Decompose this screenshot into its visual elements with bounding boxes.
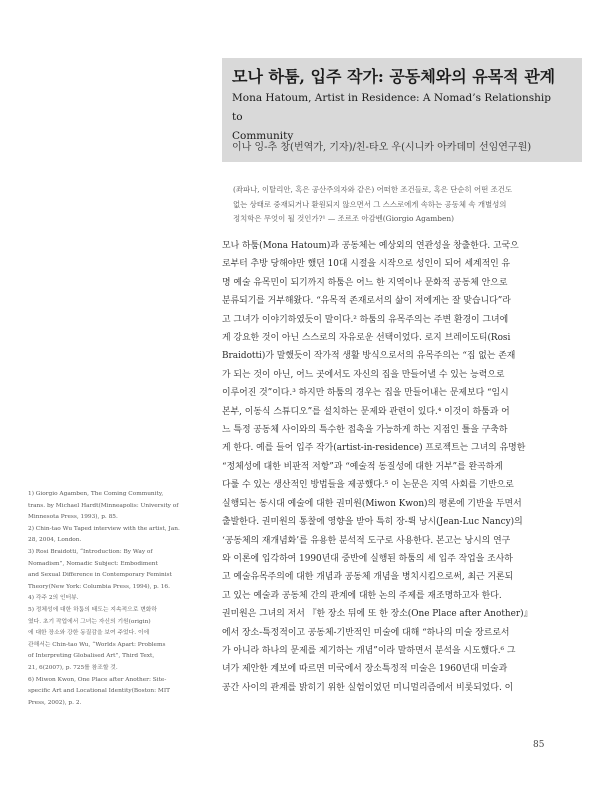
- footnote-line: 였다. 초기 작업에서 그녀는 자신의 기원(origin): [28, 618, 151, 625]
- body-line: 이루어진 것”이다.³ 하지만 하툼의 경우는 집을 만들어내는 문제보다 “임시: [222, 388, 509, 399]
- body-text: [222, 237, 562, 697]
- footnote-line: 2) Chin-tao Wu Taped interview with the artist, Jan.: [28, 525, 180, 532]
- footnote-line: Minnesota Press, 1993), p. 85.: [28, 514, 118, 521]
- body-line: 실행되는 동시대 예술에 대한 권미원(Miwon Kwon)의 평론에 기반을 두면서: [222, 498, 522, 509]
- body-line: 공간 사이의 관계를 밝히기 위한 실험이었던 미니멀리즘에서 비롯되었다. 이: [222, 682, 514, 693]
- footnote-line: 관해서는 Chin-tao Wu, “Worlds Apart: Problems: [28, 641, 166, 648]
- footnote-line: 1) Giorgio Agamben, The Coming Community,: [28, 491, 164, 497]
- footnote-line: 4) 각주 2의 인터뷰.: [28, 595, 79, 602]
- body-line: 게 강요한 것이 아닌 스스로의 자유로운 선택이었다. 로지 브레이도티(Rosi: [222, 333, 511, 344]
- epigraph-line: 없는 상태로 중재되거나 환원되지 않으면서 그 스스로에게 속하는 공동체 속 개별성의: [233, 199, 507, 209]
- body-line: Braidotti)가 말했듯이 작가적 생활 방식으로서의 유목주의는 “집 없는 존재: [222, 351, 516, 362]
- body-line: 본부, 이동식 스튜디오”를 설치하는 문제와 관련이 있다.⁴ 이것이 하툼과 어: [222, 406, 510, 417]
- footnote-line: Theory(New York: Columbia Press, 1994), p. 16.: [28, 583, 170, 590]
- body-line: 녀가 제안한 계보에 따르면 미국에서 장소특정적 미술은 1960년대 미술과: [222, 664, 508, 675]
- footnotes: [28, 489, 196, 709]
- body-line: 고 있는 예술과 공동체 간의 관계에 대한 논의 주제를 재조명하고자 한다.: [222, 590, 502, 601]
- footnote-line: Press, 2002), p. 2.: [28, 699, 82, 706]
- footnote-line: 21, 6(2007), p. 725를 참조할 것.: [28, 664, 118, 671]
- body-line: 권미원은 그녀의 저서 『한 장소 뒤에 또 한 장소(One Place after Another)』: [222, 609, 533, 620]
- footnote-line: 6) Miwon Kwon, One Place after Another: Site-: [28, 676, 167, 683]
- epigraph: [233, 183, 556, 227]
- footnote-line: specific Art and Locational Identity(Boston: MIT: [28, 688, 171, 695]
- footnote-line: and Sexual Difference in Contemporary Feminist: [28, 572, 172, 579]
- body-line: 고 그녀가 이야기하였듯이 말이다.² 하툼의 유목주의는 주변 환경이 그녀에: [222, 314, 509, 325]
- body-line: 출발한다. 권미원의 통찰에 영향을 받아 특히 장-뤽 낭시(Jean-Luc Nancy)의: [222, 517, 523, 528]
- body-line: 고 예술유목주의에 대한 개념과 공동체 개념을 병치시킴으로써, 최근 거론되: [222, 572, 514, 583]
- page-number: 85: [533, 740, 545, 750]
- author-byline: 이나 잉-추 창(번역가, 기자)/친-타오 우(시니카 아카데미 선임연구원): [232, 142, 532, 153]
- body-line: 로부터 추방 당해야만 했던 10대 시절을 시작으로 성인이 되어 세계적인 유: [222, 259, 511, 270]
- body-line: 가 아니라 하나의 문제를 제기하는 개념”이라 말하면서 분석을 시도했다.⁶ 그: [222, 645, 516, 656]
- body-line: 모나 하툼(Mona Hatoum)과 공동체는 예상외의 연관성을 창출한다. 고국으: [222, 241, 519, 251]
- title-english-line: Mona Hatoum, Artist in Residence: A Nomad’s Relationship to: [232, 92, 551, 123]
- article-title-korean: 모나 하툼, 입주 작가: 공동체와의 유목적 관계: [232, 67, 556, 86]
- body-line: 다룰 수 있는 생산적인 방법들을 제공했다.⁵ 이 논문은 지역 사회를 기반으로: [222, 480, 514, 491]
- body-line: 게 한다. 예를 들어 입주 작가(artist-in-residence) 프로젝트는 그녀의 유명한: [222, 443, 526, 454]
- body-line: 와 이론에 입각하여 1990년대 중반에 실행된 하툼의 세 입주 작업을 조사하: [222, 553, 513, 564]
- footnote-line: 3) Rosi Braidotti, “Introduction: By Way of: [28, 548, 153, 555]
- body-line: 느 특정 공동체 사이와의 특수한 접촉을 가능하게 하는 지점인 틀을 구축하: [222, 425, 508, 436]
- footnote-line: Nomadism”, Nomadic Subject: Embodiment: [28, 560, 158, 567]
- footnote-line: of Interpreting Globalised Art”, Third Text,: [28, 653, 155, 660]
- body-line: 분류되기를 거부해왔다. “유목적 존재로서의 삶이 저에게는 잘 맞습니다”라: [222, 296, 511, 307]
- footnote-line: trans. by Michael Hardt(Minneapolis: University of: [28, 502, 179, 509]
- title-english-line: Community: [232, 130, 294, 142]
- epigraph-line: (좌파나, 이탈리안, 혹은 공산주의자와 같은) 어떠한 조건들로, 혹은 단순히 어떤 조건도: [233, 185, 513, 194]
- body-line: 에서 장소-특정적이고 공동체-기반적인 미술에 대해 “하나의 미술 장르로서: [222, 627, 510, 638]
- footnote-line: 5) 정체성에 대한 하툼의 태도는 지속적으로 변화하: [28, 606, 158, 613]
- epigraph-line: 정치학은 무엇이 될 것인가?¹ — 조르조 아감벤(Giorgio Agamben): [233, 214, 455, 224]
- body-line: 명 예술 유목민이 되기까지 하툼은 어느 한 지역이나 문화적 공동체 안으로: [222, 277, 508, 288]
- footnote-line: 에 대한 장소와 강한 동질감을 보여 주었다. 이에: [28, 630, 150, 637]
- body-line: 가 되는 것이 아닌, 어느 곳에서도 자신의 집을 만들어낼 수 있는 능력으로: [222, 369, 505, 380]
- body-line: ‘공동체의 재개념화’를 유용한 분석적 도구로 사용한다. 본고는 낭시의 연구: [222, 535, 511, 546]
- footnote-line: 28, 2004, London.: [28, 537, 82, 544]
- body-line: “정체성에 대한 비판적 저항”과 “예술적 동질성에 대한 거부”를 완곡하게: [222, 461, 503, 472]
